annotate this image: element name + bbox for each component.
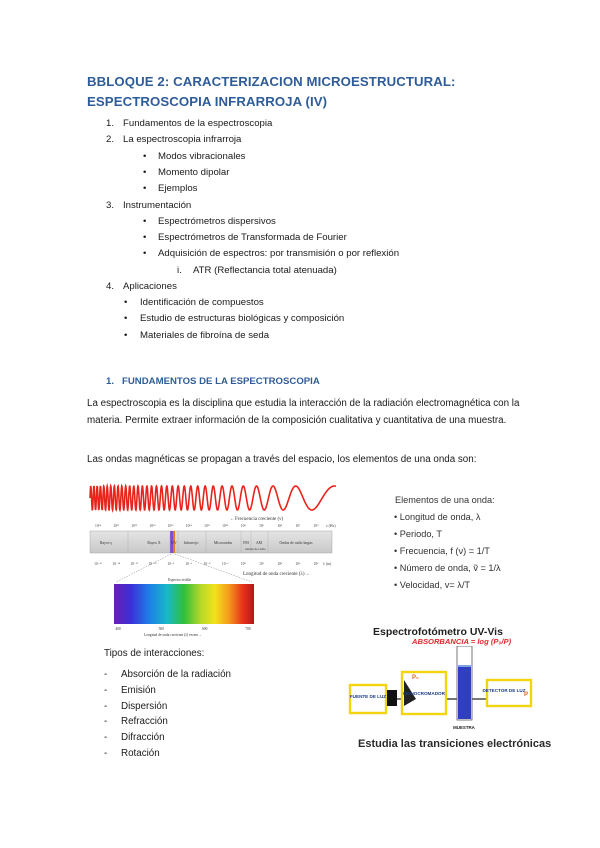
- frequency-tick: 10⁴: [277, 524, 283, 528]
- wavelength-tick: 10⁸: [313, 562, 319, 566]
- toc-item-text: Aplicaciones: [123, 281, 177, 292]
- band-label: UV: [171, 541, 177, 545]
- title-line-1: BBLOQUE 2: CARACTERIZACION MICROESTRUCTURAL:: [87, 74, 456, 89]
- wave-element-item: • Periodo, T: [394, 529, 442, 539]
- section-heading: [106, 376, 320, 387]
- frequency-tick: 10¹²: [204, 524, 210, 528]
- band-label: Ondas de radio largas: [279, 541, 313, 545]
- frequency-tick: 10²²: [113, 524, 120, 528]
- frequency-tick: 10⁰: [313, 524, 319, 528]
- toc-bullet: •: [124, 330, 128, 341]
- interactions-title: Tipos de interacciones:: [104, 648, 205, 659]
- list-item: - Refracción: [104, 716, 168, 728]
- toc-item-text: Ejemplos: [158, 183, 198, 194]
- lambda-unit: λ (m): [323, 562, 332, 566]
- toc-item-text: Espectrómetros de Transformada de Fourier: [158, 232, 347, 243]
- toc-item-text: Materiales de fibroína de seda: [140, 330, 270, 341]
- frequency-label: ←Frecuencia creciente (ν): [230, 517, 284, 522]
- wavelength-tick: 10⁻¹²: [130, 562, 139, 566]
- band-label: AM: [255, 541, 263, 545]
- toc-bullet: •: [143, 232, 147, 243]
- wavelength-tick: 10⁻⁴: [203, 562, 211, 566]
- visible-tick: 600: [202, 627, 208, 631]
- wavelength-tick: 10⁻⁶: [185, 562, 193, 566]
- wavelength-tick: 10⁻⁸: [167, 562, 175, 566]
- list-item: - Emisión: [104, 684, 156, 696]
- sample-label: MUESTRA: [453, 725, 475, 730]
- toc-item-text: ATR (Reflectancia total atenuada): [193, 265, 337, 276]
- band-label: Microondas: [213, 541, 233, 545]
- band-label: FM: [243, 541, 249, 545]
- radio-sub-label: Ondas de radio: [245, 547, 266, 551]
- wave-element-item: • Número de onda, ṽ = 1/λ: [394, 563, 501, 573]
- toc-bullet: •: [143, 183, 147, 194]
- monochromator-label: MONOCROMADOR: [403, 691, 445, 696]
- wavelength-tick: 10⁻¹⁶: [94, 562, 102, 566]
- toc-item-text: Modos vibracionales: [158, 151, 246, 162]
- spectrophotometer-title: Espectrofotómetro UV-Vis: [373, 626, 503, 638]
- visible-tick: 700: [245, 627, 251, 631]
- frequency-tick: 10¹⁶: [167, 524, 174, 528]
- frequency-tick: 10¹⁴: [185, 524, 192, 528]
- list-item: - Absorción de la radiación: [104, 669, 232, 680]
- toc-item-text: Momento dipolar: [158, 167, 230, 178]
- toc-item: 3.: [106, 200, 115, 211]
- sample-liquid: [458, 666, 471, 719]
- toc-item-text: Adquisición de espectros: por transmisión o por reflexión: [158, 248, 400, 259]
- light-source-box: [350, 685, 386, 713]
- detector-label: DETECTOR DE LUZ: [482, 688, 526, 693]
- toc-bullet: •: [124, 313, 128, 324]
- p0-label: P₀: [412, 675, 419, 681]
- list-item: - Rotación: [104, 747, 160, 759]
- toc-item: 2.: [106, 134, 115, 145]
- wavelength-tick: 10⁻¹⁰: [148, 562, 157, 566]
- toc-bullet: •: [143, 167, 147, 178]
- frequency-tick: 10¹⁸: [149, 524, 156, 528]
- em-spectrum-figure: [88, 478, 350, 638]
- visible-axis-label: Longitud de onda creciente (λ) en nm→: [144, 633, 202, 637]
- title-line-2: ESPECTROSCOPIA INFRARROJA (IV): [87, 94, 328, 109]
- toc-item-text: La espectroscopia infrarroja: [123, 134, 242, 145]
- section-number: 1.: [106, 376, 115, 387]
- visible-spectrum-bar: [114, 584, 254, 624]
- band-label: Rayos X: [147, 541, 161, 545]
- sample-meniscus: [458, 665, 471, 667]
- wavelength-tick: 10⁰: [240, 562, 246, 566]
- list-item: - Difracción: [104, 732, 165, 744]
- document-title: [87, 72, 527, 112]
- frequency-tick: 10²⁴: [95, 524, 101, 528]
- paragraph-definition: La espectroscopia es la disciplina que estudia la interacción de la radiación electromagnética con la materia. Permite extraer información de la composición cualitativa y cuantitativa de una muestra.: [87, 398, 520, 426]
- absorbance-formula: ABSORBANCIA = log (P₀/P): [412, 637, 512, 646]
- p-label: P: [524, 692, 529, 698]
- frequency-tick: 10¹⁰: [222, 524, 229, 528]
- zoom-guide-left: [116, 554, 171, 582]
- toc-bullet: •: [143, 151, 147, 162]
- wavelength-tick: 10⁴: [277, 562, 283, 566]
- toc-item-text: Espectrómetros dispersivos: [158, 216, 276, 227]
- band-label: Infrarrojo: [183, 541, 199, 545]
- wavelength-label: Longitud de onda creciente (λ)→: [243, 572, 310, 577]
- light-source-label: FUENTE DE LUZ: [349, 694, 387, 699]
- toc-item-text: Identificación de compuestos: [140, 297, 264, 308]
- frequency-tick: 10²⁰: [131, 524, 138, 528]
- wavelength-tick: 10⁻²: [221, 562, 229, 566]
- paragraph-wave-intro: Las ondas magnéticas se propagan a través del espacio, los elementos de una onda son:: [87, 454, 477, 465]
- spectrophotometer-caption: Estudia las transiciones electrónicas: [358, 738, 552, 750]
- toc-item-text: Fundamentos de la espectroscopia: [123, 118, 273, 129]
- toc-bullet: •: [143, 216, 147, 227]
- visible-tick: 500: [158, 627, 164, 631]
- wave-element-item: • Velocidad, v= λ/T: [394, 580, 470, 590]
- list-item: - Dispersión: [104, 700, 168, 712]
- wave-element-item: • Longitud de onda, λ: [394, 512, 481, 522]
- wavelength-tick: 10²: [259, 562, 264, 566]
- lamp-block: [387, 690, 397, 706]
- wavelength-tick: 10⁶: [295, 562, 301, 566]
- toc-roman: i.: [177, 265, 182, 276]
- wavelength-tick: 10⁻¹⁴: [112, 562, 121, 566]
- wave-elements-title: Elementos de una onda:: [395, 495, 495, 505]
- spectrophotometer-diagram: [346, 646, 536, 732]
- toc-bullet: •: [124, 297, 128, 308]
- section-heading-text: FUNDAMENTOS DE LA ESPECTROSCOPIA: [122, 376, 320, 387]
- wave-elements-list: [394, 492, 501, 594]
- frequency-tick: 10⁶: [259, 524, 264, 528]
- toc-bullet: •: [143, 248, 147, 259]
- visible-tick: 400: [115, 627, 121, 631]
- toc-item: 1.: [106, 118, 115, 129]
- toc-item-text: Estudio de estructuras biológicas y composición: [140, 313, 345, 324]
- band-label: Rayos γ: [99, 541, 113, 545]
- wave-curve: [90, 486, 336, 510]
- interactions-list: [104, 667, 231, 762]
- frequency-tick: 10⁸: [240, 524, 246, 528]
- toc-item-text: Instrumentación: [123, 200, 192, 211]
- frequency-tick: 10²: [295, 524, 301, 528]
- toc-item: 4.: [106, 281, 115, 292]
- wave-element-item: • Frecuencia, f (ν) = 1/T: [394, 546, 490, 556]
- nu-unit: ν (Hz): [326, 524, 336, 528]
- visible-spectrum-label: Espectro visible: [168, 578, 192, 582]
